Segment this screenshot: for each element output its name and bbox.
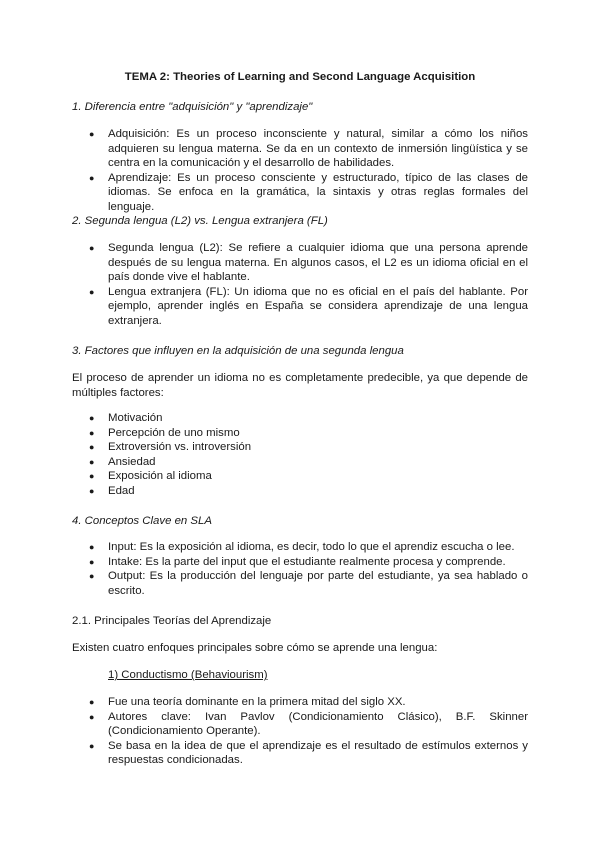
section-2-list: [72, 241, 528, 329]
list-item: ● Edad: [72, 484, 528, 499]
list-item: ● Lengua extranjera (FL): Un idioma que no es oficial en el país del hablante. Por ejemplo, aprender inglés en España se considera aprendizaje de una lengua extranjera.: [72, 285, 528, 329]
list-item: ● Exposición al idioma: [72, 469, 528, 484]
section-2-1-intro: Existen cuatro enfoques principales sobre cómo se aprende una lengua:: [72, 642, 438, 654]
list-item: ● Autores clave: Ivan Pavlov (Condicionamiento Clásico), B.F. Skinner (Condicionamiento Operante).: [72, 710, 528, 739]
list-item: ● Fue una teoría dominante en la primera mitad del siglo XX.: [72, 695, 528, 710]
document-title: TEMA 2: Theories of Learning and Second Language Acquisition: [124, 71, 476, 83]
section-3-intro: El proceso de aprender un idioma no es completamente predecible, ya que depende de múltiples factores:: [72, 372, 528, 399]
list-item: ● Percepción de uno mismo: [72, 426, 528, 441]
section-3-list: [72, 411, 528, 499]
list-item: ● Se basa en la idea de que el aprendizaje es el resultado de estímulos externos y respuestas condicionadas.: [72, 739, 528, 768]
subsection-heading: 1) Conductismo (Behaviourism): [108, 669, 268, 681]
section-1-list: [72, 127, 528, 215]
list-item: ● Intake: Es la parte del input que el estudiante realmente procesa y comprende.: [72, 555, 528, 570]
list-item: ● Extroversión vs. introversión: [72, 440, 528, 455]
subsection-list: [72, 695, 528, 768]
section-3-heading: 3. Factores que influyen en la adquisición de una segunda lengua: [72, 345, 404, 357]
list-item: ● Ansiedad: [72, 455, 528, 470]
section-4-list: [72, 540, 528, 598]
section-2-heading: 2. Segunda lengua (L2) vs. Lengua extranjera (FL): [72, 215, 328, 227]
list-item: ● Output: Es la producción del lenguaje por parte del estudiante, ya sea hablado o escrito.: [72, 569, 528, 598]
section-1-heading: 1. Diferencia entre "adquisición" y "aprendizaje": [72, 101, 313, 113]
list-item: ● Motivación: [72, 411, 528, 426]
list-item: ● Input: Es la exposición al idioma, es decir, todo lo que el aprendiz escucha o lee.: [72, 540, 528, 555]
list-item: ● Adquisición: Es un proceso inconsciente y natural, similar a cómo los niños adquieren su lengua materna. Se da en un contexto de inmersión lingüística y se centra en la comunicación y el desarrollo de habilidades.: [72, 127, 528, 171]
list-item: ● Aprendizaje: Es un proceso consciente y estructurado, típico de las clases de idiomas. Se enfoca en la gramática, la sintaxis y otras reglas formales del lenguaje.: [72, 171, 528, 215]
list-item: ● Segunda lengua (L2): Se refiere a cualquier idioma que una persona aprende después de su lengua materna. En algunos casos, el L2 es un idioma oficial en el país donde vive el hablante.: [72, 241, 528, 285]
section-4-heading: 4. Conceptos Clave en SLA: [72, 515, 212, 527]
section-2-1-heading: 2.1. Principales Teorías del Aprendizaje: [72, 615, 272, 627]
